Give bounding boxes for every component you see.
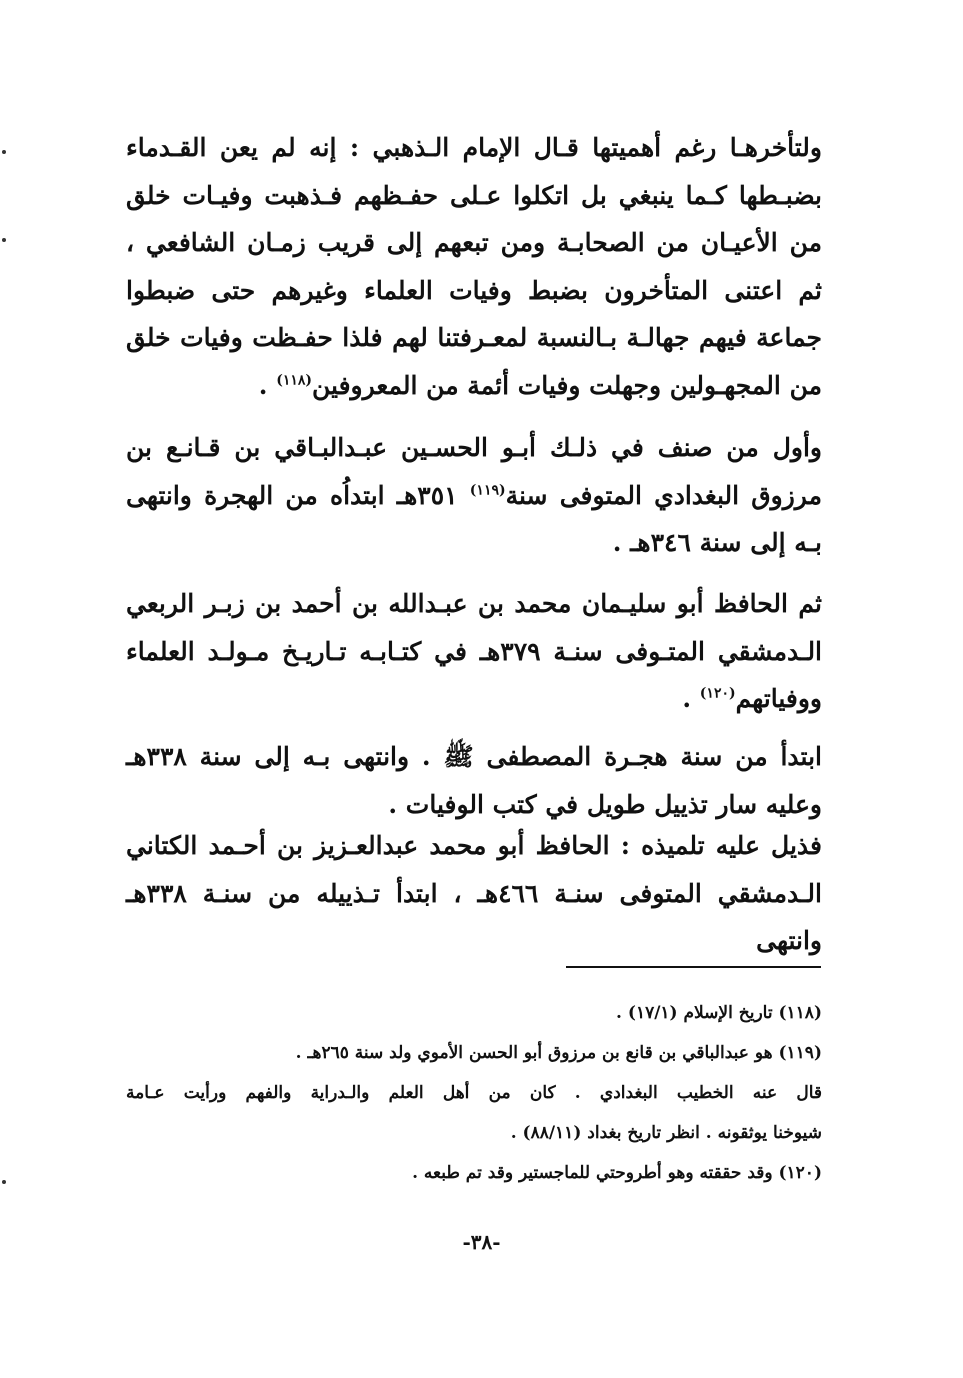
scan-edge-mark [2, 238, 6, 242]
paragraph-text: ولتأخرهـا رغم أهميتها قـال الإمام الـذهبي : إنه لم يعن القـدماء بضبـطها كـما ينبغي بل اتكلوا عـلى حفـظهم فـذهبت وفيـات خلق من الأعيـان من الصحابـة ومن تبعهم إلى قريب زمـان الشافعي ، ثم اعتنى المتأخرون بضبط وفيات العلماء وغيرهم حتى ضبطوا جماعة فيهم جهالـة بـالنسبة لمعـرفتنا لهم فلذا حفـظت وفيات خلق من المجهـولين وجهلت وفيات أئمة من المعروفين [126, 133, 822, 400]
footnote-ref[interactable]: (١١٨) [276, 372, 312, 389]
footnotes [126, 993, 822, 1193]
page-number: -٣٨- [462, 1230, 501, 1254]
paragraph-tail: ٣٥١هـ ابتداُه من الهجرة وانتهى بـه إلى سنة ٣٤٦هـ . [126, 480, 822, 557]
footnote-separator [566, 966, 821, 968]
paragraph-text: ابتدأ من سنة هجـرة المصطفى ﷺ . وانتهى بـه إلى سنة ٣٣٨هـ وعليه سار تذييل طويل في كتب الوفيات . [126, 742, 822, 819]
scan-edge-mark [2, 150, 6, 154]
paragraph-tail: . [682, 684, 700, 713]
paragraph-3 [126, 580, 822, 723]
footnote-119-continuation: قال عنه الخطيب البغدادي . كان من أهل العلم والـدراية والفهم ورأيت عـامة [126, 1083, 822, 1103]
paragraph-text: ثم الحافظ أبو سليـمان محمد بن عبـدالله بن أحمد بن زبـر الربعي الـدمشقي المتـوفى سنـة ٣٧٩هـ في كتـابـه تـاريـخ مـولـد العلماء ووفياتهم [126, 589, 823, 713]
paragraph-tail: . [258, 370, 277, 400]
footnote-119: (١١٩) هو عبدالباقي بن قانع بن مرزوق أبو الحسن الأموي ولد سنة ٢٦٥هـ . [295, 1043, 822, 1063]
footnote-ref[interactable]: (١٢٠) [699, 685, 736, 702]
paragraph-text: فذيل عليه تلميذه : الحافظ أبو محمد عبدالعـزيز بن أحـمد الكتاني الـدمشقي المتوفى سنـة ٤٦٦هـ ، ابتدأ تـذييله من سنـة ٣٣٨هـ وانتهى [126, 831, 822, 955]
scan-edge-mark [2, 1180, 6, 1184]
paragraph-1 [126, 124, 822, 409]
footnote-118: (١١٨) تاريخ الإسلام (١٧/١) . [616, 1003, 822, 1023]
footnote-119-continuation: شيوخنا يوثقونه . انظر تاريخ بغداد (٨٨/١١) . [510, 1123, 822, 1143]
footnote-120: (١٢٠) وقد حققته وهو أطروحتي للماجستير وقد تم طبعه . [412, 1163, 822, 1183]
footnote-ref[interactable]: (١١٩) [469, 482, 506, 499]
paragraph-2 [126, 424, 822, 567]
paragraph-text: وأول من صنف في ذلـك أبـو الحسـين عبـدالبـاقي بن قـانـع بن مرزوق البغدادي المتوفى سنة [126, 433, 822, 510]
paragraph-5 [126, 822, 822, 965]
paragraph-4 [126, 733, 822, 828]
